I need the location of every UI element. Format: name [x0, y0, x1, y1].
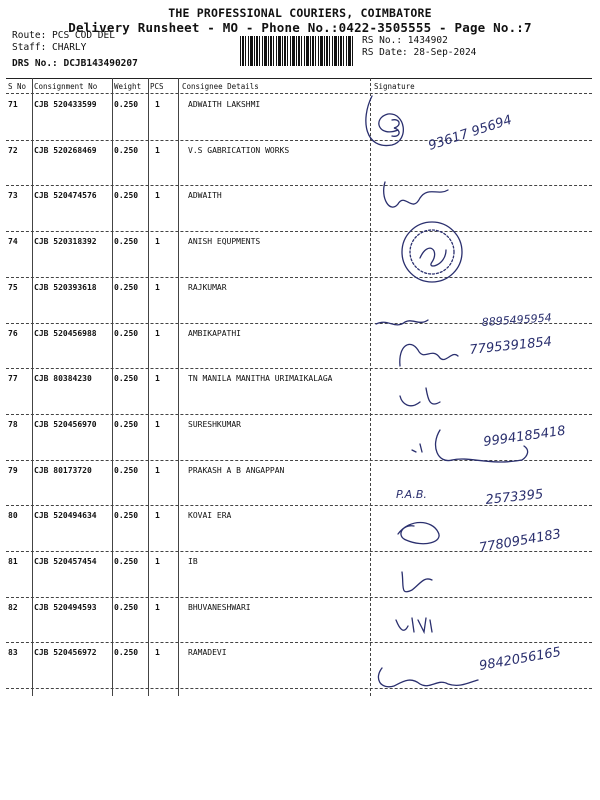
row-consignee: RAMADEVI — [188, 648, 227, 658]
row-consignee: IB — [188, 557, 198, 566]
row-weight: 0.250 — [114, 419, 139, 429]
signature-76 — [400, 344, 458, 366]
row-consignee: SURESHKUMAR — [188, 419, 241, 429]
handwritten-phone-79: 2573395 — [484, 487, 545, 508]
row-pcs: 1 — [155, 419, 160, 429]
row-consignment-no: CJB 520494634 — [34, 511, 97, 521]
row-consignee: ADWAITH — [188, 191, 222, 201]
row-consignment-no: CJB 520456972 — [34, 648, 97, 658]
row-sno: 78 — [8, 419, 18, 429]
row-consignee: PRAKASH A B ANGAPPAN — [188, 465, 285, 475]
row-sno: 83 — [8, 648, 18, 658]
route-label: Route: PCS COD DEL — [12, 30, 115, 41]
row-consignment-no: CJB 520457454 — [34, 557, 97, 566]
signature-71-mark — [392, 120, 399, 137]
signature-80 — [398, 523, 439, 544]
row-pcs: 1 — [155, 557, 160, 566]
row-weight: 0.250 — [114, 100, 139, 109]
row-pcs: 1 — [155, 145, 160, 155]
column-header-pcs: PCS — [150, 82, 164, 91]
handwritten-phone-78: 9994185418 — [482, 423, 567, 450]
row-sno: 76 — [8, 328, 18, 338]
row-weight: 0.250 — [114, 602, 139, 612]
row-consignee: BHUVANESHWARI — [188, 602, 251, 612]
row-consignment-no: CJB 80384230 — [34, 374, 92, 384]
handwritten-note-79: P.A.B. — [396, 488, 427, 501]
row-pcs: 1 — [155, 191, 160, 201]
column-header-weight: Weight — [114, 82, 142, 91]
row-consignment-no: CJB 520433599 — [34, 100, 97, 109]
row-weight: 0.250 — [114, 328, 139, 338]
handwritten-phone-72: 93617 95694 — [426, 112, 514, 154]
row-consignment-no: CJB 520268469 — [34, 145, 97, 155]
handwritten-phone-83: 9842056165 — [478, 644, 563, 674]
row-consignment-no: CJB 520456970 — [34, 419, 97, 429]
row-consignment-no: CJB 520456988 — [34, 328, 97, 338]
row-pcs: 1 — [155, 100, 160, 109]
row-pcs: 1 — [155, 282, 160, 292]
row-consignee: V.S GABRICATION WORKS — [188, 145, 290, 155]
row-weight: 0.250 — [114, 374, 139, 384]
staff-label: Staff: CHARLY — [12, 42, 87, 53]
signature-77 — [400, 388, 440, 406]
stamp-74 — [402, 222, 462, 282]
row-pcs: 1 — [155, 602, 160, 612]
row-consignee: ADWAITH LAKSHMI — [188, 100, 261, 109]
row-weight: 0.250 — [114, 237, 139, 247]
row-consignee: AMBIKAPATHI — [188, 328, 241, 338]
handwritten-phone-80: 7780954183 — [478, 526, 563, 556]
signature-75 — [376, 320, 428, 325]
row-weight: 0.250 — [114, 465, 139, 475]
row-consignment-no: CJB 80173720 — [34, 465, 92, 475]
row-sno: 80 — [8, 511, 18, 521]
column-header-consignee: Consignee Details — [182, 82, 259, 91]
row-pcs: 1 — [155, 465, 160, 475]
row-consignee: KOVAI ERA — [188, 511, 232, 521]
drs-number: DRS No.: DCJB143490207 — [12, 58, 138, 69]
company-name: THE PROFESSIONAL COURIERS, COIMBATORE — [168, 6, 432, 20]
row-consignee: ANISH EQUPMENTS — [188, 237, 261, 247]
row-weight: 0.250 — [114, 511, 139, 521]
rs-number: RS No.: 1434902 — [362, 35, 448, 46]
row-consignee: TN MANILA MANITHA URIMAIKALAGA — [188, 374, 333, 384]
row-sno: 79 — [8, 465, 18, 475]
handwritten-phone-76: 7795391854 — [468, 334, 553, 358]
signature-83 — [378, 668, 478, 687]
row-consignment-no: CJB 520393618 — [34, 282, 97, 292]
column-header-consignment: Consignment No — [34, 82, 98, 91]
signature-81 — [402, 572, 432, 592]
row-weight: 0.250 — [114, 557, 139, 566]
row-sno: 74 — [8, 237, 18, 247]
signature-82 — [396, 618, 432, 632]
row-weight: 0.250 — [114, 648, 139, 658]
row-pcs: 1 — [155, 511, 160, 521]
row-consignment-no: CJB 520318392 — [34, 237, 97, 247]
row-sno: 71 — [8, 100, 18, 109]
row-sno: 75 — [8, 282, 18, 292]
row-weight: 0.250 — [114, 282, 139, 292]
signature-73 — [384, 182, 448, 207]
row-sno: 73 — [8, 191, 18, 201]
column-header-sno: S No — [8, 82, 27, 91]
row-consignee: RAJKUMAR — [188, 282, 227, 292]
row-pcs: 1 — [155, 374, 160, 384]
rs-date: RS Date: 28-Sep-2024 — [362, 47, 477, 58]
row-pcs: 1 — [155, 648, 160, 658]
row-consignment-no: CJB 520474576 — [34, 191, 97, 201]
row-sno: 72 — [8, 145, 18, 155]
row-weight: 0.250 — [114, 145, 139, 155]
column-header-signature: Signature — [374, 82, 415, 91]
runsheet-title: Delivery Runsheet - MO - Phone No.:0422-3505555 - Page No.:7 — [68, 20, 532, 35]
row-consignment-no: CJB 520494593 — [34, 602, 97, 612]
row-sno: 81 — [8, 557, 18, 566]
row-sno: 77 — [8, 374, 18, 384]
row-weight: 0.250 — [114, 191, 139, 201]
row-pcs: 1 — [155, 328, 160, 338]
handwritten-phone-75: 8895495954 — [481, 311, 553, 329]
row-pcs: 1 — [155, 237, 160, 247]
row-sno: 82 — [8, 602, 18, 612]
